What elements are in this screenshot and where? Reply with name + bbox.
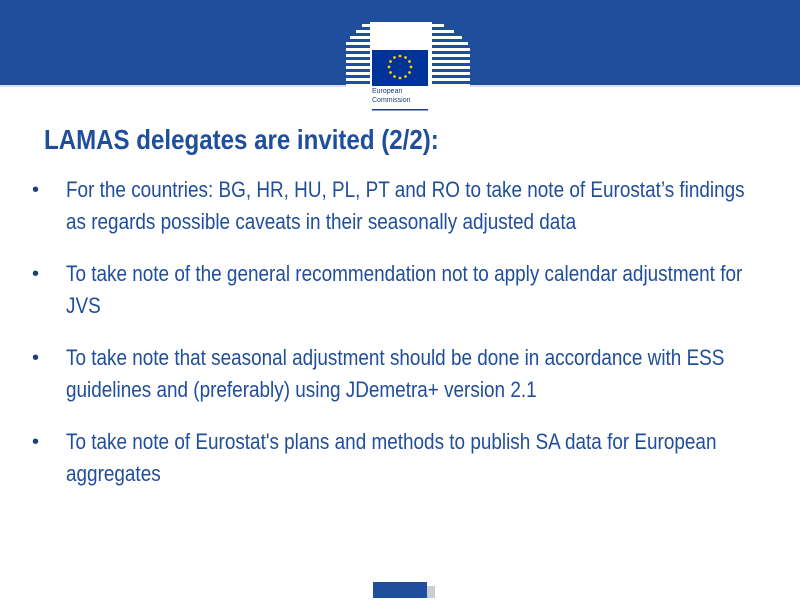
bullet-text: To take note of Eurostat's plans and methods to publish SA data for European aggregates	[66, 429, 717, 486]
bullet-marker: •	[32, 179, 40, 201]
bullet-text: To take note of the general recommendation not to apply calendar adjustment for JVS	[66, 261, 743, 318]
logo-caption-line1: European	[372, 88, 403, 95]
bullet-item	[32, 258, 752, 322]
footer-mark	[373, 582, 427, 598]
logo-caption	[372, 87, 428, 105]
bullet-marker: •	[32, 263, 40, 285]
bullet-text: For the countries: BG, HR, HU, PL, PT and RO to take note of Eurostat’s findings as regards possible caveats in their seasonally adjusted data	[66, 177, 745, 234]
bullet-list	[32, 174, 752, 510]
bullet-item	[32, 174, 752, 238]
bullet-marker: •	[32, 347, 40, 369]
bullet-item	[32, 426, 752, 490]
slide-title: LAMAS delegates are invited (2/2):	[44, 124, 439, 155]
logo-caption-line2: Commission	[372, 97, 411, 104]
bullet-item	[32, 342, 752, 406]
bullet-text: To take note that seasonal adjustment should be done in accordance with ESS guidelines and (preferably) using JDemetra+ version 2.1	[66, 345, 725, 402]
bullet-marker: •	[32, 431, 40, 453]
